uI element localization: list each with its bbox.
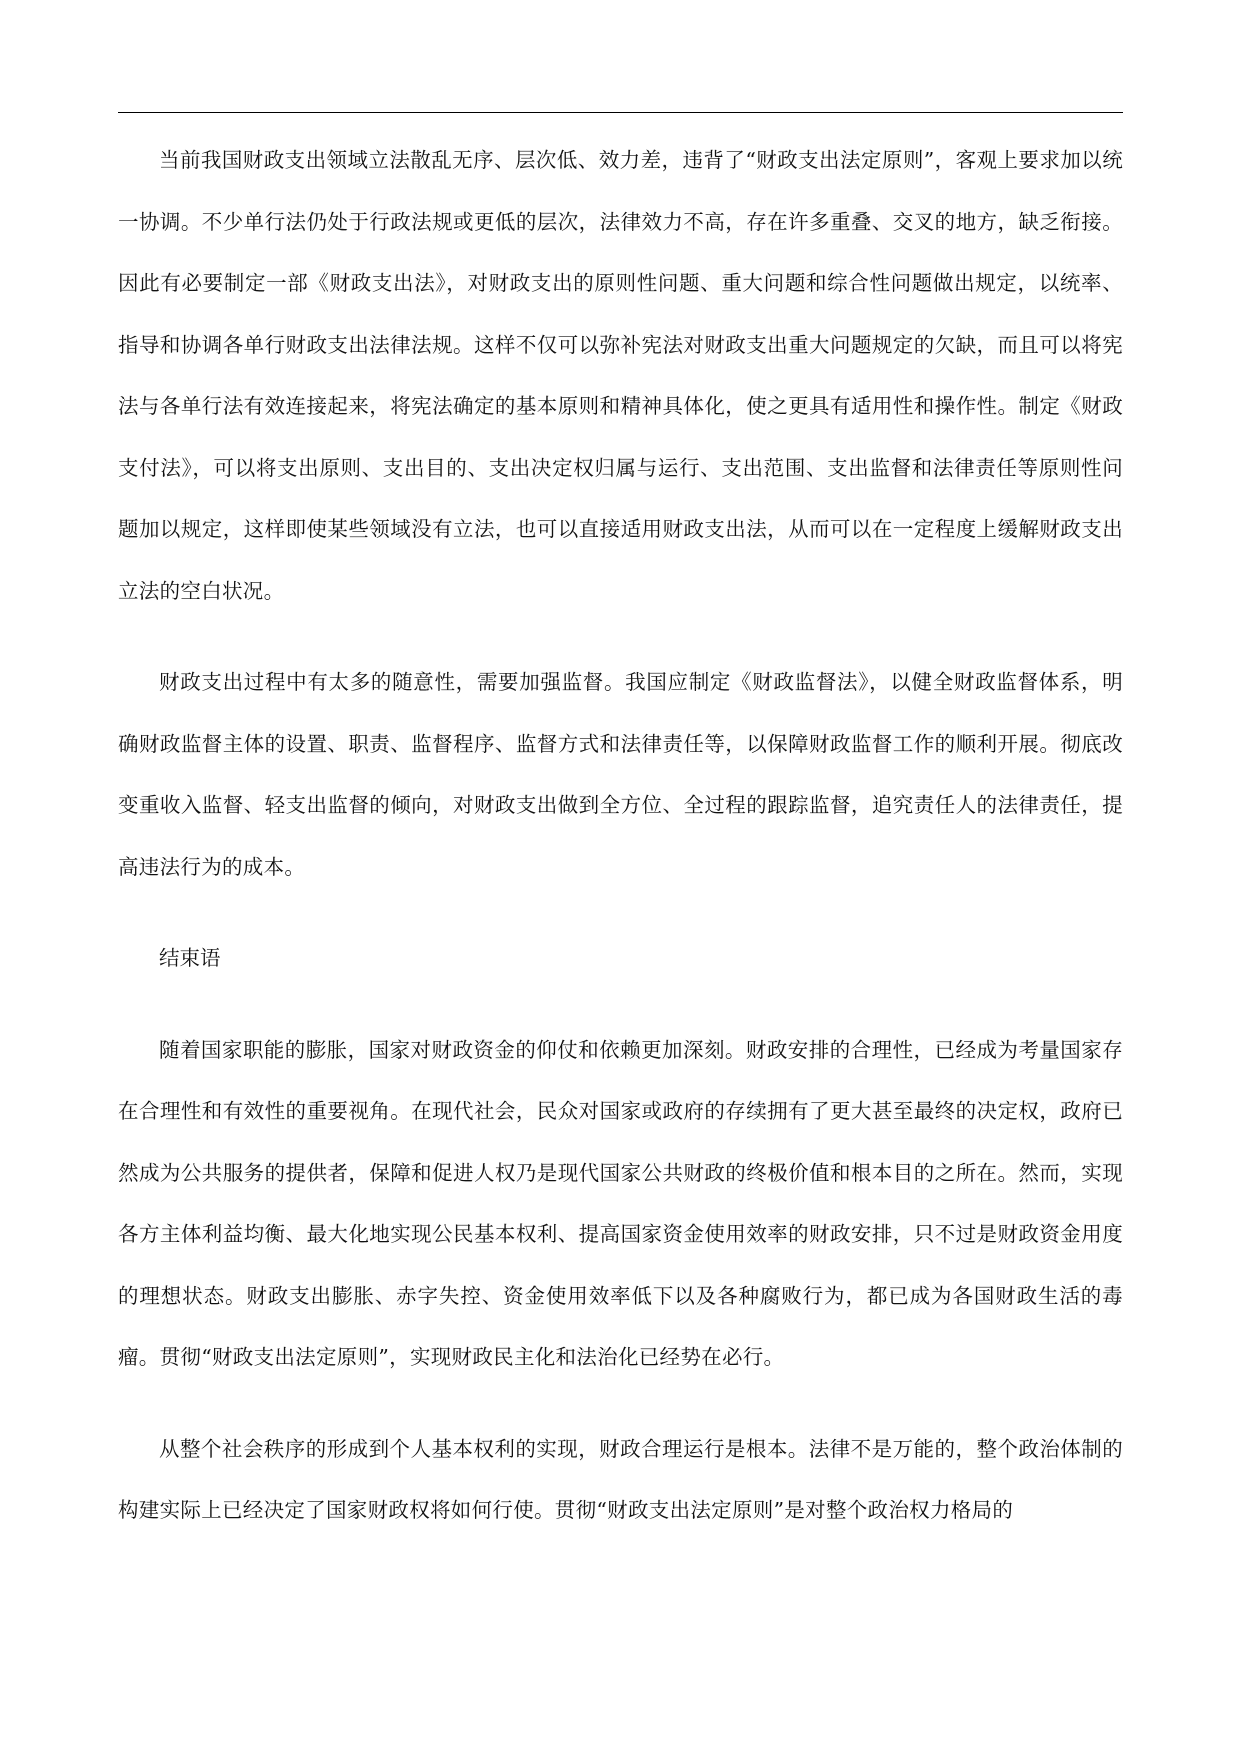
paragraph-gap (118, 898, 1123, 928)
paragraph-supervision: 财政支出过程中有太多的随意性，需要加强监督。我国应制定《财政监督法》，以健全财政监督体系，明确财政监督主体的设置、职责、监督程序、监督方式和法律责任等，以保障财政监督工作的顺利开展。彻底改变重收入监督、轻支出监督的倾向，对财政支出做到全方位、全过程的跟踪监督，追究责任人的法律责任，提高违法行为的成本。 (118, 670, 1123, 879)
paragraph-gap (118, 1389, 1123, 1419)
header-rule (118, 112, 1123, 113)
paragraph-conclusion-1: 随着国家职能的膨胀，国家对财政资金的仰仗和依赖更加深刻。财政安排的合理性，已经成为考量国家存在合理性和有效性的重要视角。在现代社会，民众对国家或政府的存续拥有了更大甚至最终的决定权，政府已然成为公共服务的提供者，保障和促进人权乃是现代国家公共财政的终极价值和根本目的之所在。然而，实现各方主体利益均衡、最大化地实现公民基本权利、提高国家资金使用效率的财政安排，只不过是财政资金用度的理想状态。财政支出膨胀、赤字失控、资金使用效率低下以及各种腐败行为，都已成为各国财政生活的毒瘤。贯彻“财政支出法定原则”，实现财政民主化和法治化已经势在必行。 (118, 1037, 1123, 1369)
document-body (118, 130, 1123, 1542)
paragraph-conclusion-2: 从整个社会秩序的形成到个人基本权利的实现，财政合理运行是根本。法律不是万能的，整个政治体制的构建实际上已经决定了国家财政权将如何行使。贯彻“财政支出法定原则”是对整个政治权力格局的 (118, 1436, 1123, 1522)
section-heading: 结束语 (159, 946, 221, 970)
paragraph-gap (118, 990, 1123, 1020)
paragraph-gap (118, 622, 1123, 652)
paragraph-legislation: 当前我国财政支出领域立法散乱无序、层次低、效力差，违背了“财政支出法定原则”，客观上要求加以统一协调。不少单行法仍处于行政法规或更低的层次，法律效力不高，存在许多重叠、交叉的地方，缺乏衔接。因此有必要制定一部《财政支出法》，对财政支出的原则性问题、重大问题和综合性问题做出规定，以统率、指导和协调各单行财政支出法律法规。这样不仅可以弥补宪法对财政支出重大问题规定的欠缺，而且可以将宪法与各单行法有效连接起来，将宪法确定的基本原则和精神具体化，使之更具有适用性和操作性。制定《财政支付法》，可以将支出原则、支出目的、支出决定权归属与运行、支出范围、支出监督和法律责任等原则性问题加以规定，这样即使某些领域没有立法，也可以直接适用财政支出法，从而可以在一定程度上缓解财政支出立法的空白状况。 (118, 148, 1123, 603)
